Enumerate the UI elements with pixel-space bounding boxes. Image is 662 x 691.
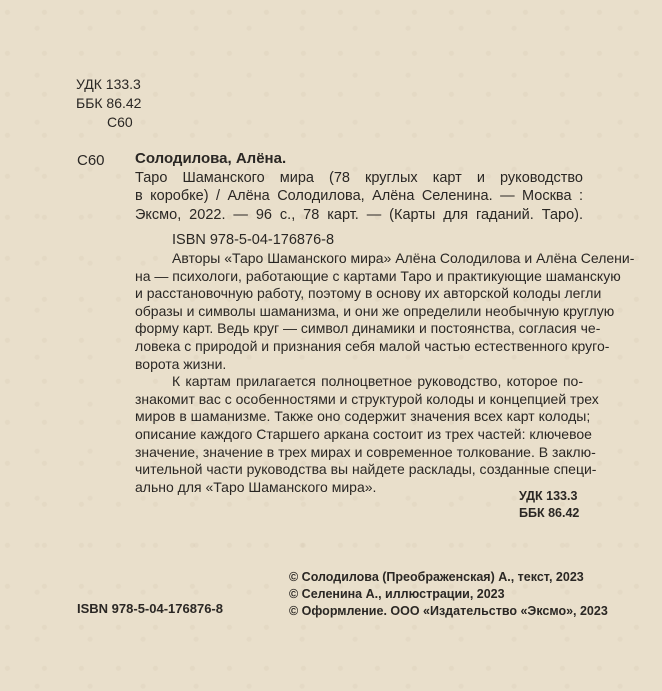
entry-title-line-2: в коробке) / Алёна Солодилова, Алёна Селенина. — Москва : — [135, 188, 583, 204]
annotation-p1-line: ловека с природой и признания себя малой частью естественного круго- — [135, 337, 610, 354]
entry-isbn: ISBN 978-5-04-176876-8 — [172, 232, 335, 248]
bbk-code: ББК 86.42 — [76, 95, 142, 111]
annotation-p1-line: на — психологи, работающие с картами Таро и практикующие шаманскую — [135, 267, 621, 284]
classification-bottom — [519, 488, 579, 522]
entry-author-mark: С60 — [77, 152, 105, 169]
annotation-p1-line: Авторы «Таро Шаманского мира» Алёна Солодилова и Алёна Селени- — [172, 250, 635, 266]
entry-title-line-3: Эксмо, 2022. — 96 с., 78 карт. — (Карты для гаданий. Таро). — [135, 206, 583, 223]
udk-code-bottom: УДК 133.3 — [519, 489, 578, 503]
annotation-p2-line: К картам прилагается полноцветное руководство, которое по- — [172, 373, 583, 390]
udk-code: УДК 133.3 — [76, 76, 141, 92]
author-mark: С60 — [107, 114, 133, 130]
copyright-line-text: © Солодилова (Преображенская) А., текст, 2023 — [289, 570, 584, 584]
annotation-p2-line: знакомит вас с особенностями и структурой колоды и концепцией трех — [135, 390, 599, 407]
bbk-code-bottom: ББК 86.42 — [519, 506, 580, 520]
annotation-p2-line: чительной части руководства вы найдете расклады, созданные специ- — [135, 461, 597, 478]
annotation-p2-line: миров в шаманизме. Также оно содержит значения всех карт колоды; — [135, 408, 591, 425]
copyright-line-illustrations: © Селенина А., иллюстрации, 2023 — [289, 587, 505, 601]
bibliographic-entry — [135, 150, 583, 224]
footer-isbn: ISBN 978-5-04-176876-8 — [77, 601, 223, 616]
copyright-block — [289, 569, 608, 620]
annotation-p2-line: значение, значение в трех мирах и современное толкование. В заклю- — [135, 443, 596, 460]
annotation-p1-line: форму карт. Ведь круг — символ динамики и постоянства, согласия че- — [135, 320, 601, 337]
entry-author: Солодилова, Алёна. — [135, 150, 287, 167]
annotation-p1-line: ворота жизни. — [135, 355, 227, 372]
annotation-p1-line: образы и символы шаманизма, и они же определили необычную круглую — [135, 302, 615, 319]
annotation-p2-line: описание каждого Старшего аркана состоит из трех частей: ключевое — [135, 425, 592, 442]
entry-title-line-1: Таро Шаманского мира (78 круглых карт и руководство — [135, 169, 583, 186]
copyright-line-design: © Оформление. ООО «Издательство «Эксмо», 2023 — [289, 604, 608, 618]
annotation-p1-line: и расстановочную работу, поэтому в основу их авторской колоды легли — [135, 285, 602, 302]
classification-block — [76, 75, 141, 132]
annotation-p2-line: ально для «Таро Шаманского мира». — [135, 478, 377, 495]
annotation — [135, 250, 635, 496]
